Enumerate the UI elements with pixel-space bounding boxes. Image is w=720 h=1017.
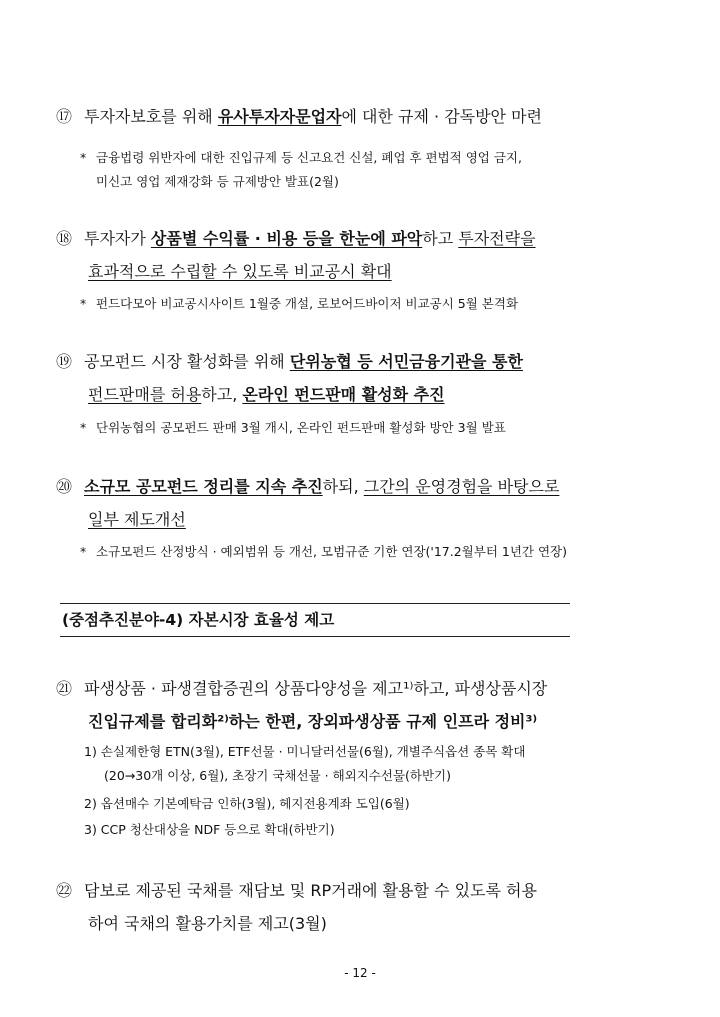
item-text: 에 대한 규제 · 감독방안 마련 [341, 107, 543, 126]
item-number: ㉑ [56, 679, 73, 698]
item-text: 투자자보호를 위해 [84, 107, 218, 126]
item-number: ㉒ [56, 881, 73, 900]
item-text: 공모펀드 시장 활성화를 위해 [84, 352, 290, 371]
note-17 [80, 146, 680, 194]
item-text-underlined: 투자전략을 [458, 229, 536, 248]
section-heading [60, 603, 570, 637]
item-text-underlined: 펀드판매를 허용 [88, 385, 202, 404]
footnote-3 [84, 818, 684, 842]
item-19 [56, 345, 672, 411]
item-text-underlined: 유사투자자문업자 [217, 107, 342, 126]
item-text: 파생상품 · 파생결합증권의 상품다양성을 제고¹⁾하고, 파생상품시장 [84, 679, 548, 698]
note-text: 소규모펀드 산정방식 · 예외범위 등 개선, 모범규준 기한 연장('17.2월부터 1년간 연장) [96, 544, 567, 559]
item-text: 하고, [201, 385, 243, 404]
item-text-underlined: 효과적으로 수립할 수 있도록 비교공시 확대 [88, 262, 392, 281]
item-number: ⑰ [56, 107, 73, 126]
item-text: 하고 [422, 229, 459, 248]
note-text: 펀드다모아 비교공시사이트 1월중 개설, 로보어드바이저 비교공시 5월 본격화 [96, 296, 519, 311]
note-text: 단위농협의 공모펀드 판매 3월 개시, 온라인 펀드판매 활성화 방안 3월 발표 [96, 420, 506, 435]
item-text-underlined: 단위농협 등 서민금융기관을 통한 [289, 352, 523, 371]
footnote-2 [84, 792, 684, 816]
item-text: 투자자가 [84, 229, 151, 248]
note-text: 금융법령 위반자에 대한 진입규제 등 신고요건 신설, 폐업 후 편법적 영업 금지, [96, 150, 522, 165]
item-22 [56, 874, 672, 940]
item-text: 하되, [322, 477, 364, 496]
note-text: 미신고 영업 제재강화 등 규제방안 발표(2월) [96, 174, 339, 189]
asterisk-icon: * [80, 296, 87, 311]
item-17 [56, 100, 672, 133]
item-20 [56, 470, 672, 536]
item-number: ⑲ [56, 352, 73, 371]
footnote-text: 3) CCP 청산대상을 NDF 등으로 확대(하반기) [84, 822, 335, 837]
item-text-underlined: 그간의 운영경험을 바탕으로 [363, 477, 560, 496]
item-21 [56, 672, 672, 738]
item-text: 하여 국채의 활용가치를 제고(3월) [88, 914, 327, 933]
item-text: 진입규제를 합리화²⁾하는 한편, 장외파생상품 규제 인프라 정비³⁾ [88, 712, 538, 731]
note-20 [80, 540, 680, 564]
item-text-underlined: 상품별 수익률 · 비용 등을 한눈에 파악 [150, 229, 423, 248]
footnote-text: 2) 옵션매수 기본예탁금 인하(3월), 헤지전용계좌 도입(6월) [84, 796, 410, 811]
section-title: (중점추진분야-4) 자본시장 효율성 제고 [62, 611, 335, 629]
item-number: ⑳ [56, 477, 73, 496]
note-19 [80, 416, 680, 440]
asterisk-icon: * [80, 420, 87, 435]
item-text-underlined: 일부 제도개선 [88, 510, 186, 529]
item-text: 담보로 제공된 국채를 재담보 및 RP거래에 활용할 수 있도록 허용 [84, 881, 537, 900]
asterisk-icon: * [80, 544, 87, 559]
item-number: ⑱ [56, 229, 73, 248]
item-18 [56, 222, 672, 288]
footnote-text: 1) 손실제한형 ETN(3월), ETF선물 · 미니달러선물(6월), 개별주식옵션 종목 확대 [84, 744, 526, 759]
note-18 [80, 292, 680, 316]
page-number: - 12 - [344, 966, 376, 980]
item-text-underlined: 소규모 공모펀드 정리를 지속 추진 [84, 477, 323, 496]
item-text-underlined: 온라인 펀드판매 활성화 추진 [242, 385, 445, 404]
footnote-1 [84, 740, 684, 788]
asterisk-icon: * [80, 150, 87, 165]
footnote-text: (20→30개 이상, 6월), 초장기 국채선물 · 해외지수선물(하반기) [104, 768, 452, 783]
